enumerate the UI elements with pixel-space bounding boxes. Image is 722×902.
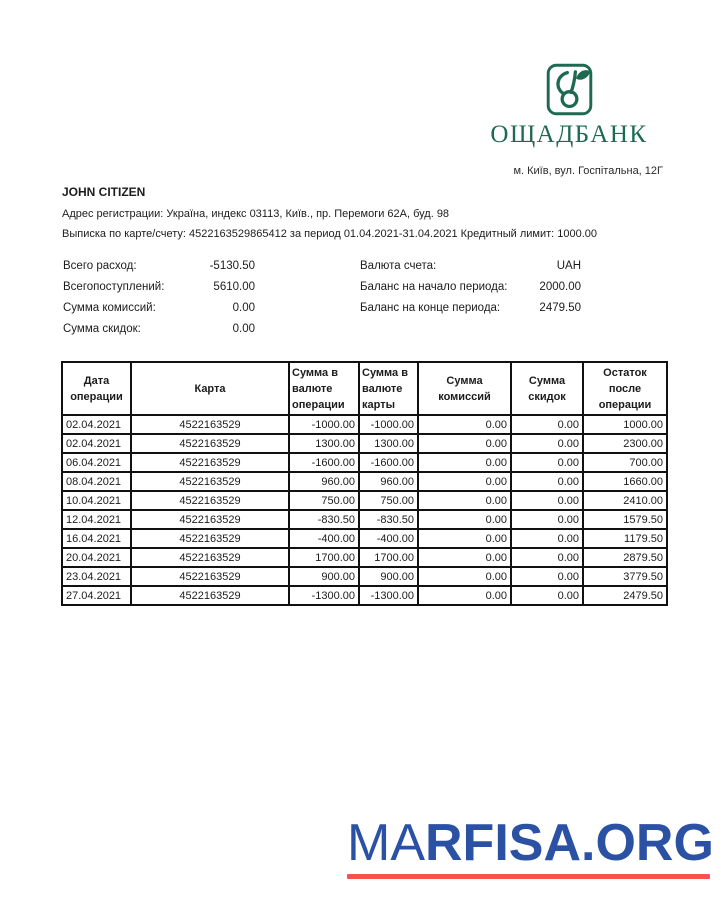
table-cell: -1300.00 bbox=[289, 586, 359, 605]
table-cell: 4522163529 bbox=[131, 567, 289, 586]
table-cell: 4522163529 bbox=[131, 510, 289, 529]
summary-left-column bbox=[63, 256, 255, 340]
table-cell: 0.00 bbox=[511, 415, 583, 434]
table-cell: 02.04.2021 bbox=[62, 415, 131, 434]
column-header: Сумма в валюте карты bbox=[359, 362, 418, 415]
table-cell: 10.04.2021 bbox=[62, 491, 131, 510]
table-cell: 27.04.2021 bbox=[62, 586, 131, 605]
table-row bbox=[62, 434, 667, 453]
transactions-table bbox=[61, 361, 668, 606]
table-cell: 4522163529 bbox=[131, 472, 289, 491]
customer-name: JOHN CITIZEN bbox=[62, 185, 146, 199]
table-cell: 1300.00 bbox=[289, 434, 359, 453]
table-cell: 4522163529 bbox=[131, 453, 289, 472]
summary-value: -5130.50 bbox=[209, 260, 255, 272]
summary-value: 5610.00 bbox=[213, 281, 255, 293]
table-cell: -400.00 bbox=[359, 529, 418, 548]
table-row bbox=[62, 548, 667, 567]
table-cell: 1700.00 bbox=[289, 548, 359, 567]
summary-label: Валюта счета: bbox=[360, 260, 437, 272]
table-cell: 12.04.2021 bbox=[62, 510, 131, 529]
table-row bbox=[62, 510, 667, 529]
marfisa-watermark bbox=[347, 814, 714, 879]
table-row bbox=[62, 415, 667, 434]
summary-label: Всегопоступлений: bbox=[63, 281, 165, 293]
column-header: Карта bbox=[131, 362, 289, 415]
watermark-segment-medium: RFISA bbox=[425, 814, 581, 872]
table-cell: 4522163529 bbox=[131, 491, 289, 510]
marfisa-watermark-text bbox=[347, 814, 714, 872]
summary-row bbox=[63, 256, 255, 277]
table-body bbox=[62, 415, 667, 605]
table-cell: 4522163529 bbox=[131, 586, 289, 605]
table-cell: 4522163529 bbox=[131, 434, 289, 453]
table-cell: 0.00 bbox=[418, 510, 511, 529]
table-cell: 750.00 bbox=[289, 491, 359, 510]
table-cell: 750.00 bbox=[359, 491, 418, 510]
table-cell: -830.50 bbox=[359, 510, 418, 529]
table-cell: 0.00 bbox=[418, 434, 511, 453]
table-cell: 900.00 bbox=[359, 567, 418, 586]
table-cell: 23.04.2021 bbox=[62, 567, 131, 586]
table-cell: 0.00 bbox=[418, 472, 511, 491]
table-row bbox=[62, 586, 667, 605]
summary-row bbox=[63, 298, 255, 319]
table-cell: 900.00 bbox=[289, 567, 359, 586]
summary-label: Сумма скидок: bbox=[63, 323, 141, 335]
table-cell: 2479.50 bbox=[583, 586, 667, 605]
table-cell: 0.00 bbox=[511, 453, 583, 472]
table-cell: 1660.00 bbox=[583, 472, 667, 491]
table-cell: 0.00 bbox=[511, 586, 583, 605]
table-cell: -830.50 bbox=[289, 510, 359, 529]
table-cell: 0.00 bbox=[511, 491, 583, 510]
table-cell: -1600.00 bbox=[359, 453, 418, 472]
table-cell: 4522163529 bbox=[131, 548, 289, 567]
summary-label: Всего расход: bbox=[63, 260, 137, 272]
table-cell: 2879.50 bbox=[583, 548, 667, 567]
table-cell: 4522163529 bbox=[131, 415, 289, 434]
table-cell: 16.04.2021 bbox=[62, 529, 131, 548]
summary-label: Сумма комиссий: bbox=[63, 302, 156, 314]
bank-address: м. Київ, вул. Госпітальна, 12Г bbox=[513, 165, 663, 177]
statement-info-line: Выписка по карте/счету: 4522163529865412 за период 01.04.2021-31.04.2021 Кредитный лимит: 1000.00 bbox=[62, 228, 598, 240]
watermark-segment-light: MA bbox=[347, 814, 425, 872]
table-cell: 0.00 bbox=[418, 567, 511, 586]
table-cell: -1000.00 bbox=[359, 415, 418, 434]
table-cell: 0.00 bbox=[511, 548, 583, 567]
table-cell: 02.04.2021 bbox=[62, 434, 131, 453]
table-cell: 0.00 bbox=[511, 434, 583, 453]
table-cell: 1300.00 bbox=[359, 434, 418, 453]
summary-right-column bbox=[360, 256, 581, 319]
table-cell: 0.00 bbox=[418, 529, 511, 548]
table-row bbox=[62, 491, 667, 510]
table-cell: 20.04.2021 bbox=[62, 548, 131, 567]
table-cell: 2410.00 bbox=[583, 491, 667, 510]
table-cell: 0.00 bbox=[511, 510, 583, 529]
column-header: Остаток после операции bbox=[583, 362, 667, 415]
table-cell: 2300.00 bbox=[583, 434, 667, 453]
column-header: Сумма в валюте операции bbox=[289, 362, 359, 415]
summary-value: 2000.00 bbox=[539, 281, 581, 293]
summary-label: Баланс на начало периода: bbox=[360, 281, 508, 293]
summary-row bbox=[63, 277, 255, 298]
summary-value: UAH bbox=[556, 260, 581, 272]
table-cell: 06.04.2021 bbox=[62, 453, 131, 472]
table-cell: -1000.00 bbox=[289, 415, 359, 434]
table-cell: 0.00 bbox=[418, 548, 511, 567]
table-cell: 1000.00 bbox=[583, 415, 667, 434]
table-cell: -400.00 bbox=[289, 529, 359, 548]
table-cell: 08.04.2021 bbox=[62, 472, 131, 491]
table-cell: 0.00 bbox=[418, 453, 511, 472]
bank-name: ОЩАДБАНК bbox=[490, 121, 648, 148]
table-row bbox=[62, 472, 667, 491]
table-cell: 1579.50 bbox=[583, 510, 667, 529]
column-header: Дата операции bbox=[62, 362, 131, 415]
watermark-segment-bold: .ORG bbox=[581, 814, 714, 872]
summary-row bbox=[360, 298, 581, 319]
table-row bbox=[62, 453, 667, 472]
table-cell: 0.00 bbox=[418, 491, 511, 510]
table-cell: 4522163529 bbox=[131, 529, 289, 548]
summary-label: Баланс на конце периода: bbox=[360, 302, 501, 314]
summary-row bbox=[360, 256, 581, 277]
table-cell: 960.00 bbox=[289, 472, 359, 491]
table-row bbox=[62, 567, 667, 586]
summary-row bbox=[360, 277, 581, 298]
table-cell: 3779.50 bbox=[583, 567, 667, 586]
table-row bbox=[62, 529, 667, 548]
table-cell: 0.00 bbox=[418, 415, 511, 434]
customer-registration-address: Адрес регистрации: Україна, индекс 03113, Київ., пр. Перемоги 62А, буд. 98 bbox=[62, 208, 450, 220]
column-header: Сумма скидок bbox=[511, 362, 583, 415]
table-cell: 0.00 bbox=[511, 529, 583, 548]
summary-value: 0.00 bbox=[232, 323, 255, 335]
summary-row bbox=[63, 319, 255, 340]
table-cell: -1300.00 bbox=[359, 586, 418, 605]
table-cell: 0.00 bbox=[511, 567, 583, 586]
table-cell: 1179.50 bbox=[583, 529, 667, 548]
column-header: Сумма комиссий bbox=[418, 362, 511, 415]
table-header-row bbox=[62, 362, 667, 415]
oschadbank-logo-icon bbox=[546, 63, 593, 116]
watermark-underline bbox=[347, 874, 710, 879]
table-cell: 0.00 bbox=[511, 472, 583, 491]
table-cell: 1700.00 bbox=[359, 548, 418, 567]
summary-value: 0.00 bbox=[232, 302, 255, 314]
table-cell: 0.00 bbox=[418, 586, 511, 605]
table-cell: 960.00 bbox=[359, 472, 418, 491]
table-cell: -1600.00 bbox=[289, 453, 359, 472]
table-cell: 700.00 bbox=[583, 453, 667, 472]
summary-value: 2479.50 bbox=[539, 302, 581, 314]
